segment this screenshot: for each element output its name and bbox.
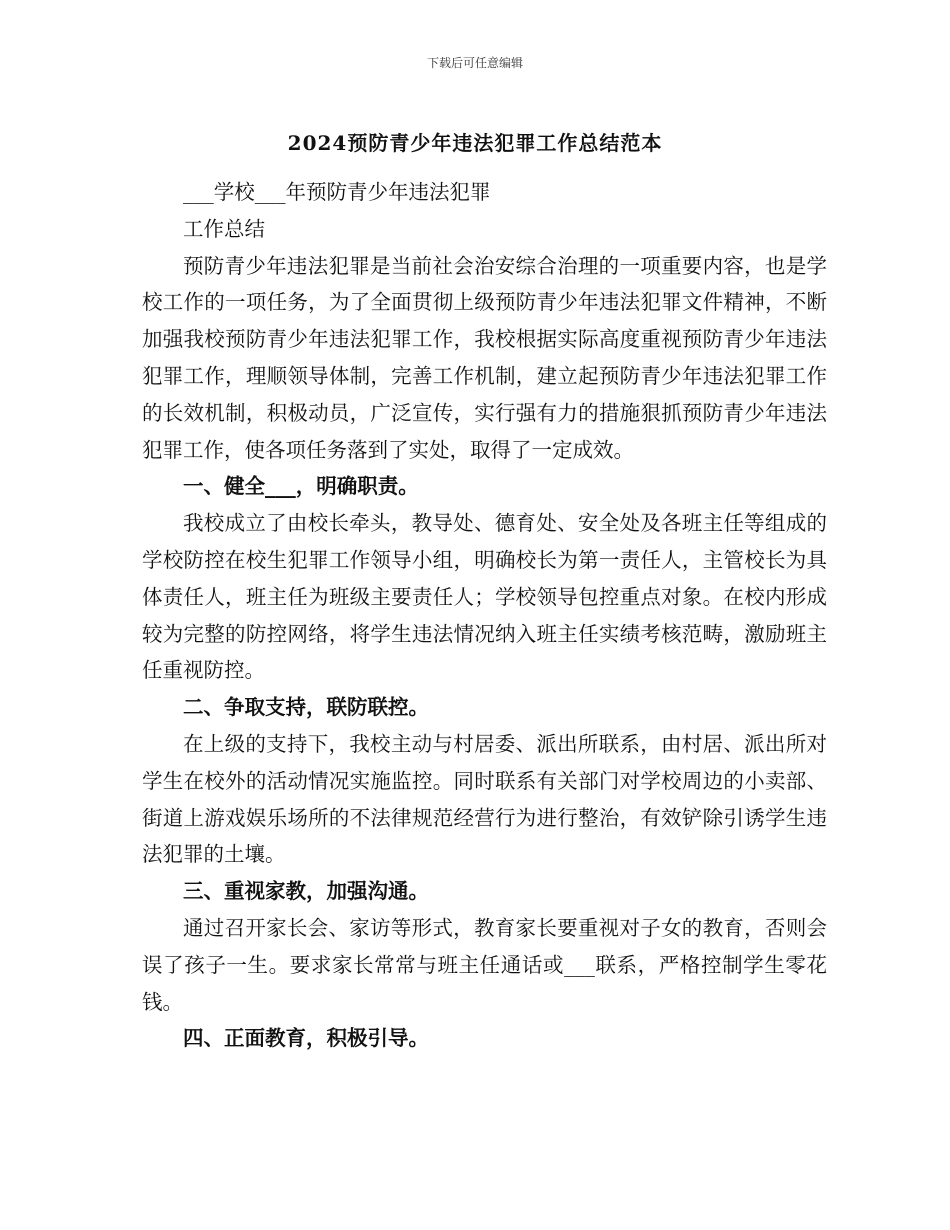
section-heading-1: 一、健全___，明确职责。 <box>183 474 419 499</box>
document-title: 2024预防青少年违法犯罪工作总结范本 <box>287 131 663 155</box>
section-heading-2: 二、争取支持，联防联控。 <box>183 695 429 720</box>
body-paragraph: 我校成立了由校长牵头，教导处、德育处、安全处及各班主任等组成的学校防控在校生犯罪工作领导小组，明确校长为第一责任人，主管校长为具体责任人，班主任为班级主要责任人；学校领导包控重点对象。在校内形成较为完整的防控网络，将学生违法情况纳入班主任实绩考核范畴，激励班主任重视防控。 <box>142 511 827 683</box>
body-paragraph: 预防青少年违法犯罪是当前社会治安综合治理的一项重要内容，也是学校工作的一项任务，为了全面贯彻上级预防青少年违法犯罪文件精神，不断加强我校预防青少年违法犯罪工作，我校根据实际高度重视预防青少年违法犯罪工作，理顺领导体制，完善工作机制，建立起预防青少年违法犯罪工作的长效机制，积极动员，广泛宣传，实行强有力的措施狠抓预防青少年违法犯罪工作，使各项任务落到了实处，取得了一定成效。 <box>142 253 827 462</box>
intro-line-2: 工作总结 <box>183 216 265 241</box>
intro-line-1: ___学校___年预防青少年违法犯罪 <box>183 180 491 204</box>
document-body <box>142 174 827 1057</box>
body-paragraph: 通过召开家长会、家访等形式，教育家长要重视对子女的教育，否则会误了孩子一生。要求家长常常与班主任通话或___联系，严格控制学生零花钱。 <box>142 915 827 1014</box>
page-header-note: 下载后可任意编辑 <box>426 56 523 70</box>
section-heading-3: 三、重视家教，加强沟通。 <box>183 879 429 904</box>
body-paragraph: 在上级的支持下，我校主动与村居委、派出所联系，由村居、派出所对学生在校外的活动情况实施监控。同时联系有关部门对学校周边的小卖部、街道上游戏娱乐场所的不法律规范经营行为进行整治，有效铲除引诱学生违法犯罪的土壤。 <box>142 731 827 867</box>
section-heading-4: 四、正面教育，积极引导。 <box>183 1026 429 1051</box>
